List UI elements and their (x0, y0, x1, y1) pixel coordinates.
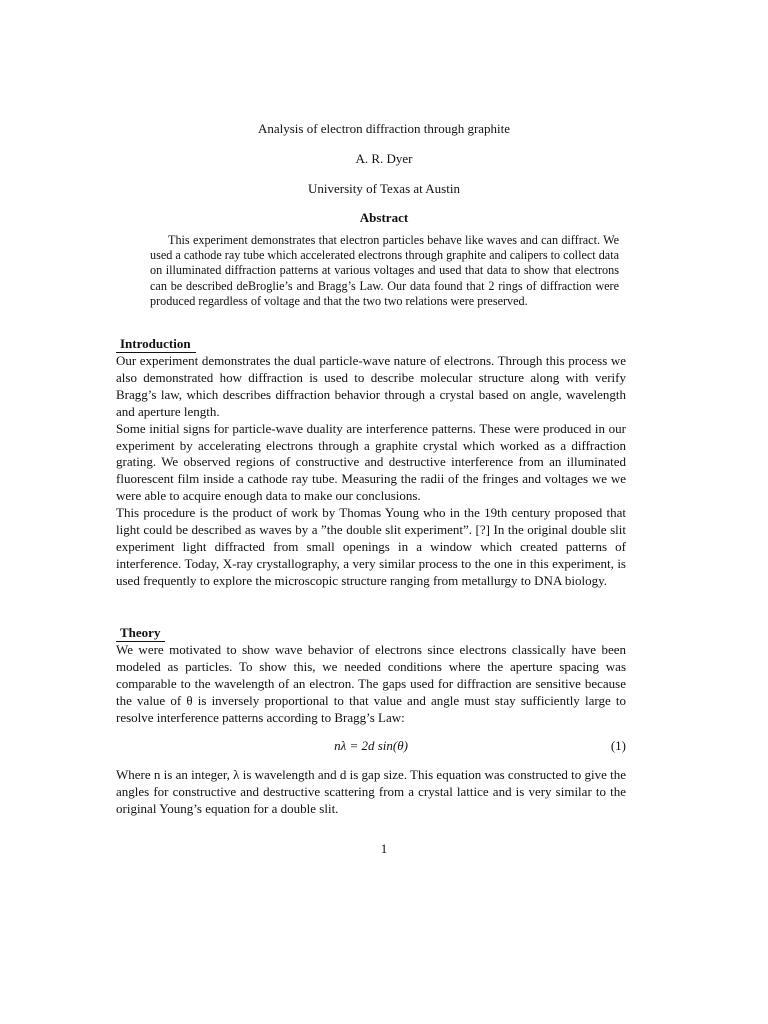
bragg-equation (116, 738, 626, 756)
theory-after-equation: Where n is an integer, λ is wavelength and d is gap size. This equation was constructed to give the angles for constructive and destructive scattering from a crystal lattice and is very similar to the original Young’s equation for a double slit. (116, 767, 626, 816)
page-number: 1 (380, 841, 388, 856)
introduction-paragraph: Some initial signs for particle-wave duality are interference patterns. These were produced in our experiment by accelerating electrons through a graphite crystal which worked as a diffraction grating. We observed regions of constructive and destructive interference from an illuminated fluorescent film inside a cathode ray tube. Measuring the radii of the fringes and voltages we we were able to acquire enough data to make our conclusions. (116, 420, 626, 504)
equation-number: (1) (610, 738, 626, 753)
theory-section (116, 624, 626, 727)
theory-heading: Theory (116, 625, 165, 642)
equation-expression: nλ = 2d sin(θ) (334, 738, 408, 753)
theory-paragraph: We were motivated to show wave behavior of electrons since electrons classically have been modeled as particles. To show this, we needed conditions where the aperture spacing was comparable to the wavelength of an electron. The gaps used for diffraction are sensitive because the value of θ is inversely proportional to that value and angle must stay sufficiently large to resolve interference patterns according to Bragg’s Law: (116, 642, 626, 725)
abstract-heading: Abstract (359, 210, 409, 225)
paper-affiliation: University of Texas at Austin (308, 181, 460, 196)
introduction-paragraph: This procedure is the product of work by Thomas Young who in the 19th century proposed that light could be described as waves by a ”the double slit experiment”. [?] In the original double slit experiment light diffracted from small openings in a window which created patterns of interference. Today, X-ray crystallography, a very similar process to the one in this experiment, is used frequently to explore the microscopic structure ranging from metallurgy to DNA biology. (116, 505, 626, 588)
abstract-text: This experiment demonstrates that electron particles behave like waves and can diffract. We used a cathode ray tube which accelerated electrons through graphite and calipers to collect data on illuminated diffraction patterns at various voltages and used that data to show that electrons can be described deBroglie’s and Bragg’s Law. Our data found that 2 rings of diffraction were produced regardless of voltage and that the two two relations were preserved. (150, 233, 620, 308)
introduction-body (116, 353, 626, 590)
introduction-paragraph: Our experiment demonstrates the dual particle-wave nature of electrons. Through this process we also demonstrated how diffraction is used to describe molecular structure along with verify Bragg’s law, which describes diffraction behavior through a crystal based on angle, wavelength and aperture length. (116, 353, 626, 419)
theory-body (116, 642, 626, 727)
paper-author: A. R. Dyer (355, 151, 413, 166)
introduction-section (116, 335, 626, 590)
paper-title: Analysis of electron diffraction through graphite (257, 121, 511, 136)
introduction-heading: Introduction (116, 336, 196, 353)
